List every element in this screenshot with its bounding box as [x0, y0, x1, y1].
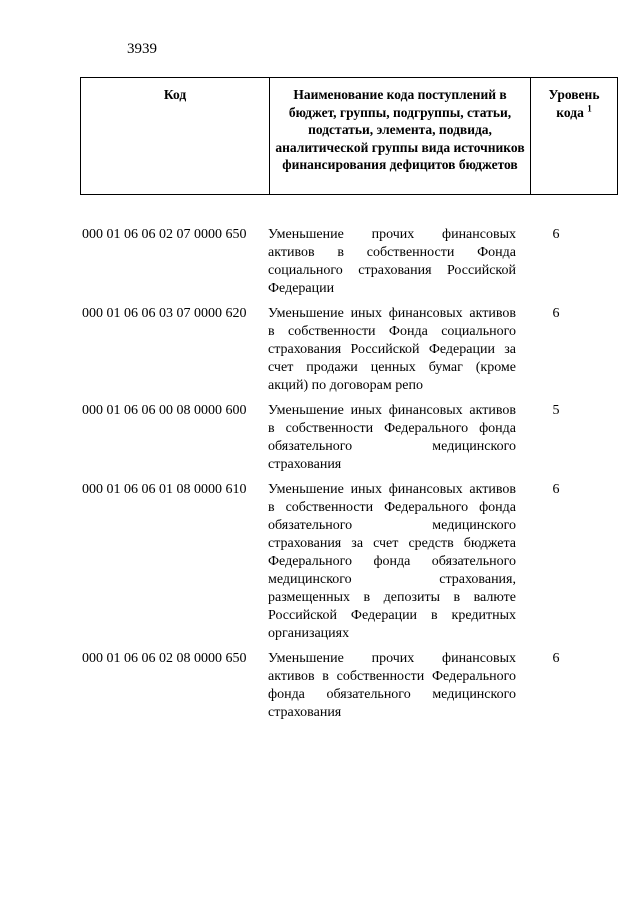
header-name: Наименование кода поступлений в бюджет, группы, подгруппы, статьи, подстатьи, элемента, подвида, аналитической группы вида источников финансирования дефицитов бюджетов: [270, 78, 531, 195]
row-level: 5: [552, 403, 560, 418]
footnote-mark: 1: [587, 103, 592, 113]
table-row: [82, 305, 596, 395]
table-row: [82, 650, 596, 722]
row-level: 6: [552, 306, 560, 321]
row-level: 6: [552, 227, 560, 242]
header-level: [531, 78, 618, 195]
table-row: [82, 481, 596, 643]
row-code: 000 01 06 06 01 08 0000 610: [82, 482, 247, 497]
row-level: 6: [552, 651, 560, 666]
row-name: Уменьшение прочих финансовых активов в собственности Федерального фонда обязательного медицинского страхования: [268, 651, 516, 720]
row-name: Уменьшение прочих финансовых активов в собственности Фонда социального страхования Российской Федерации: [268, 227, 516, 296]
table-row: [82, 226, 596, 298]
row-name: Уменьшение иных финансовых активов в собственности Федерального фонда обязательного медицинского страхования: [268, 403, 516, 472]
row-code: 000 01 06 06 02 08 0000 650: [82, 651, 247, 666]
row-level: 6: [552, 482, 560, 497]
table-body: [82, 226, 596, 729]
row-name: Уменьшение иных финансовых активов в собственности Фонда социального страхования Российской Федерации за счет продажи ценных бумаг (кроме акций) по договорам репо: [268, 306, 516, 393]
header-level-label: Уровень кода: [548, 87, 600, 120]
table-row: [82, 402, 596, 474]
page-number: 3939: [127, 41, 157, 57]
row-code: 000 01 06 06 00 08 0000 600: [82, 403, 247, 418]
row-code: 000 01 06 06 03 07 0000 620: [82, 306, 247, 321]
header-code: Код: [81, 78, 270, 195]
row-code: 000 01 06 06 02 07 0000 650: [82, 227, 247, 242]
table-header: [80, 77, 618, 195]
row-name: Уменьшение иных финансовых активов в собственности Федерального фонда обязательного медицинского страхования за счет средств бюджета Федерального фонда обязательного медицинского страхования, размещенных в депозиты в валюте Российской Федерации в кредитных организациях: [268, 482, 516, 641]
